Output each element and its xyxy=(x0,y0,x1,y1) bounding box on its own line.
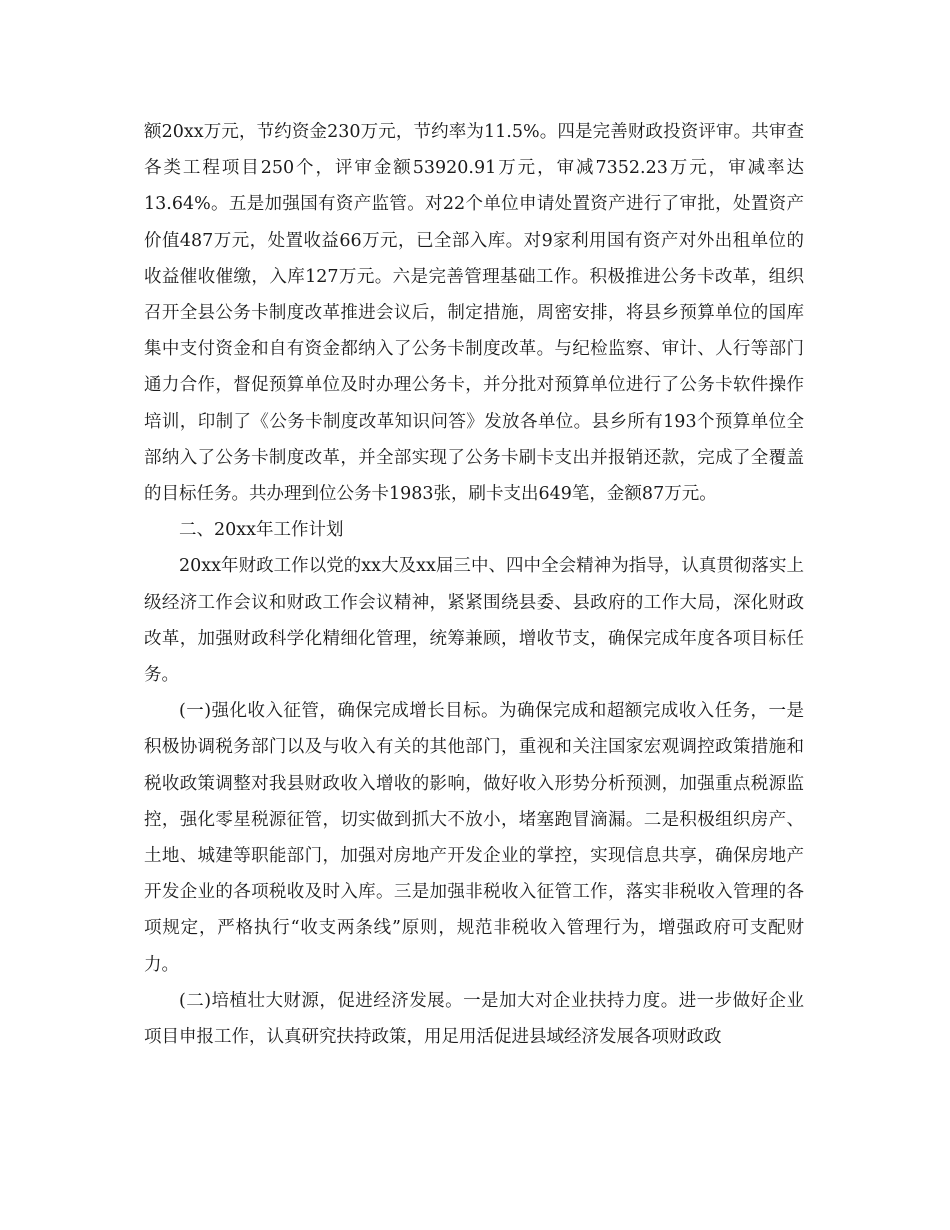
paragraph-continuation: 额20xx万元，节约资金230万元，节约率为11.5%。四是完善财政投资评审。共审查各类工程项目250个，评审金额53920.91万元，审减7352.23万元，审减率达13.64%。五是加强国有资产监管。对22个单位申请处置资产进行了审批，处置资产价值487万元，处置收益66万元，已全部入库。对9家利用国有资产对外出租单位的收益催收催缴，入库127万元。六是完善管理基础工作。积极推进公务卡改革，组织召开全县公务卡制度改革推进会议后，制定措施，周密安排，将县乡预算单位的国库集中支付资金和自有资金都纳入了公务卡制度改革。与纪检监察、审计、人行等部门通力合作，督促预算单位及时办理公务卡，并分批对预算单位进行了公务卡软件操作培训，印制了《公务卡制度改革知识问答》发放各单位。县乡所有193个预算单位全部纳入了公务卡制度改革，并全部实现了公务卡刷卡支出并报销还款，完成了全覆盖的目标任务。共办理到位公务卡1983张，刷卡支出649笔，金额87万元。 xyxy=(144,122,804,505)
document-body xyxy=(144,114,804,1055)
paragraph-cultivate-revenue: (二)培植壮大财源，促进经济发展。一是加大对企业扶持力度。进一步做好企业项目申报工作，认真研究扶持政策，用足用活促进县域经济发展各项财政政 xyxy=(144,990,804,1048)
paragraph-work-plan-intro: 20xx年财政工作以党的xx大及xx届三中、四中全会精神为指导，认真贯彻落实上级经济工作会议和财政工作会议精神，紧紧围绕县委、县政府的工作大局，深化财政改革，加强财政科学化精细化管理，统筹兼顾，增收节支，确保完成年度各项目标任务。 xyxy=(144,556,804,686)
section-heading: 二、20xx年工作计划 xyxy=(179,520,344,541)
paragraph-revenue-collection: (一)强化收入征管，确保完成增长目标。为确保完成和超额完成收入任务，一是积极协调税务部门以及与收入有关的其他部门，重视和关注国家宏观调控政策措施和税收政策调整对我县财政收入增收的影响，做好收入形势分析预测，加强重点税源监控，强化零星税源征管，切实做到抓大不放小，堵塞跑冒滴漏。二是积极组织房产、土地、城建等职能部门，加强对房地产开发企业的掌控，实现信息共享，确保房地产开发企业的各项税收及时入库。三是加强非税收入征管工作，落实非税收入管理的各项规定，严格执行“收支两条线”原则，规范非税收入管理行为，增强政府可支配财力。 xyxy=(144,701,804,975)
